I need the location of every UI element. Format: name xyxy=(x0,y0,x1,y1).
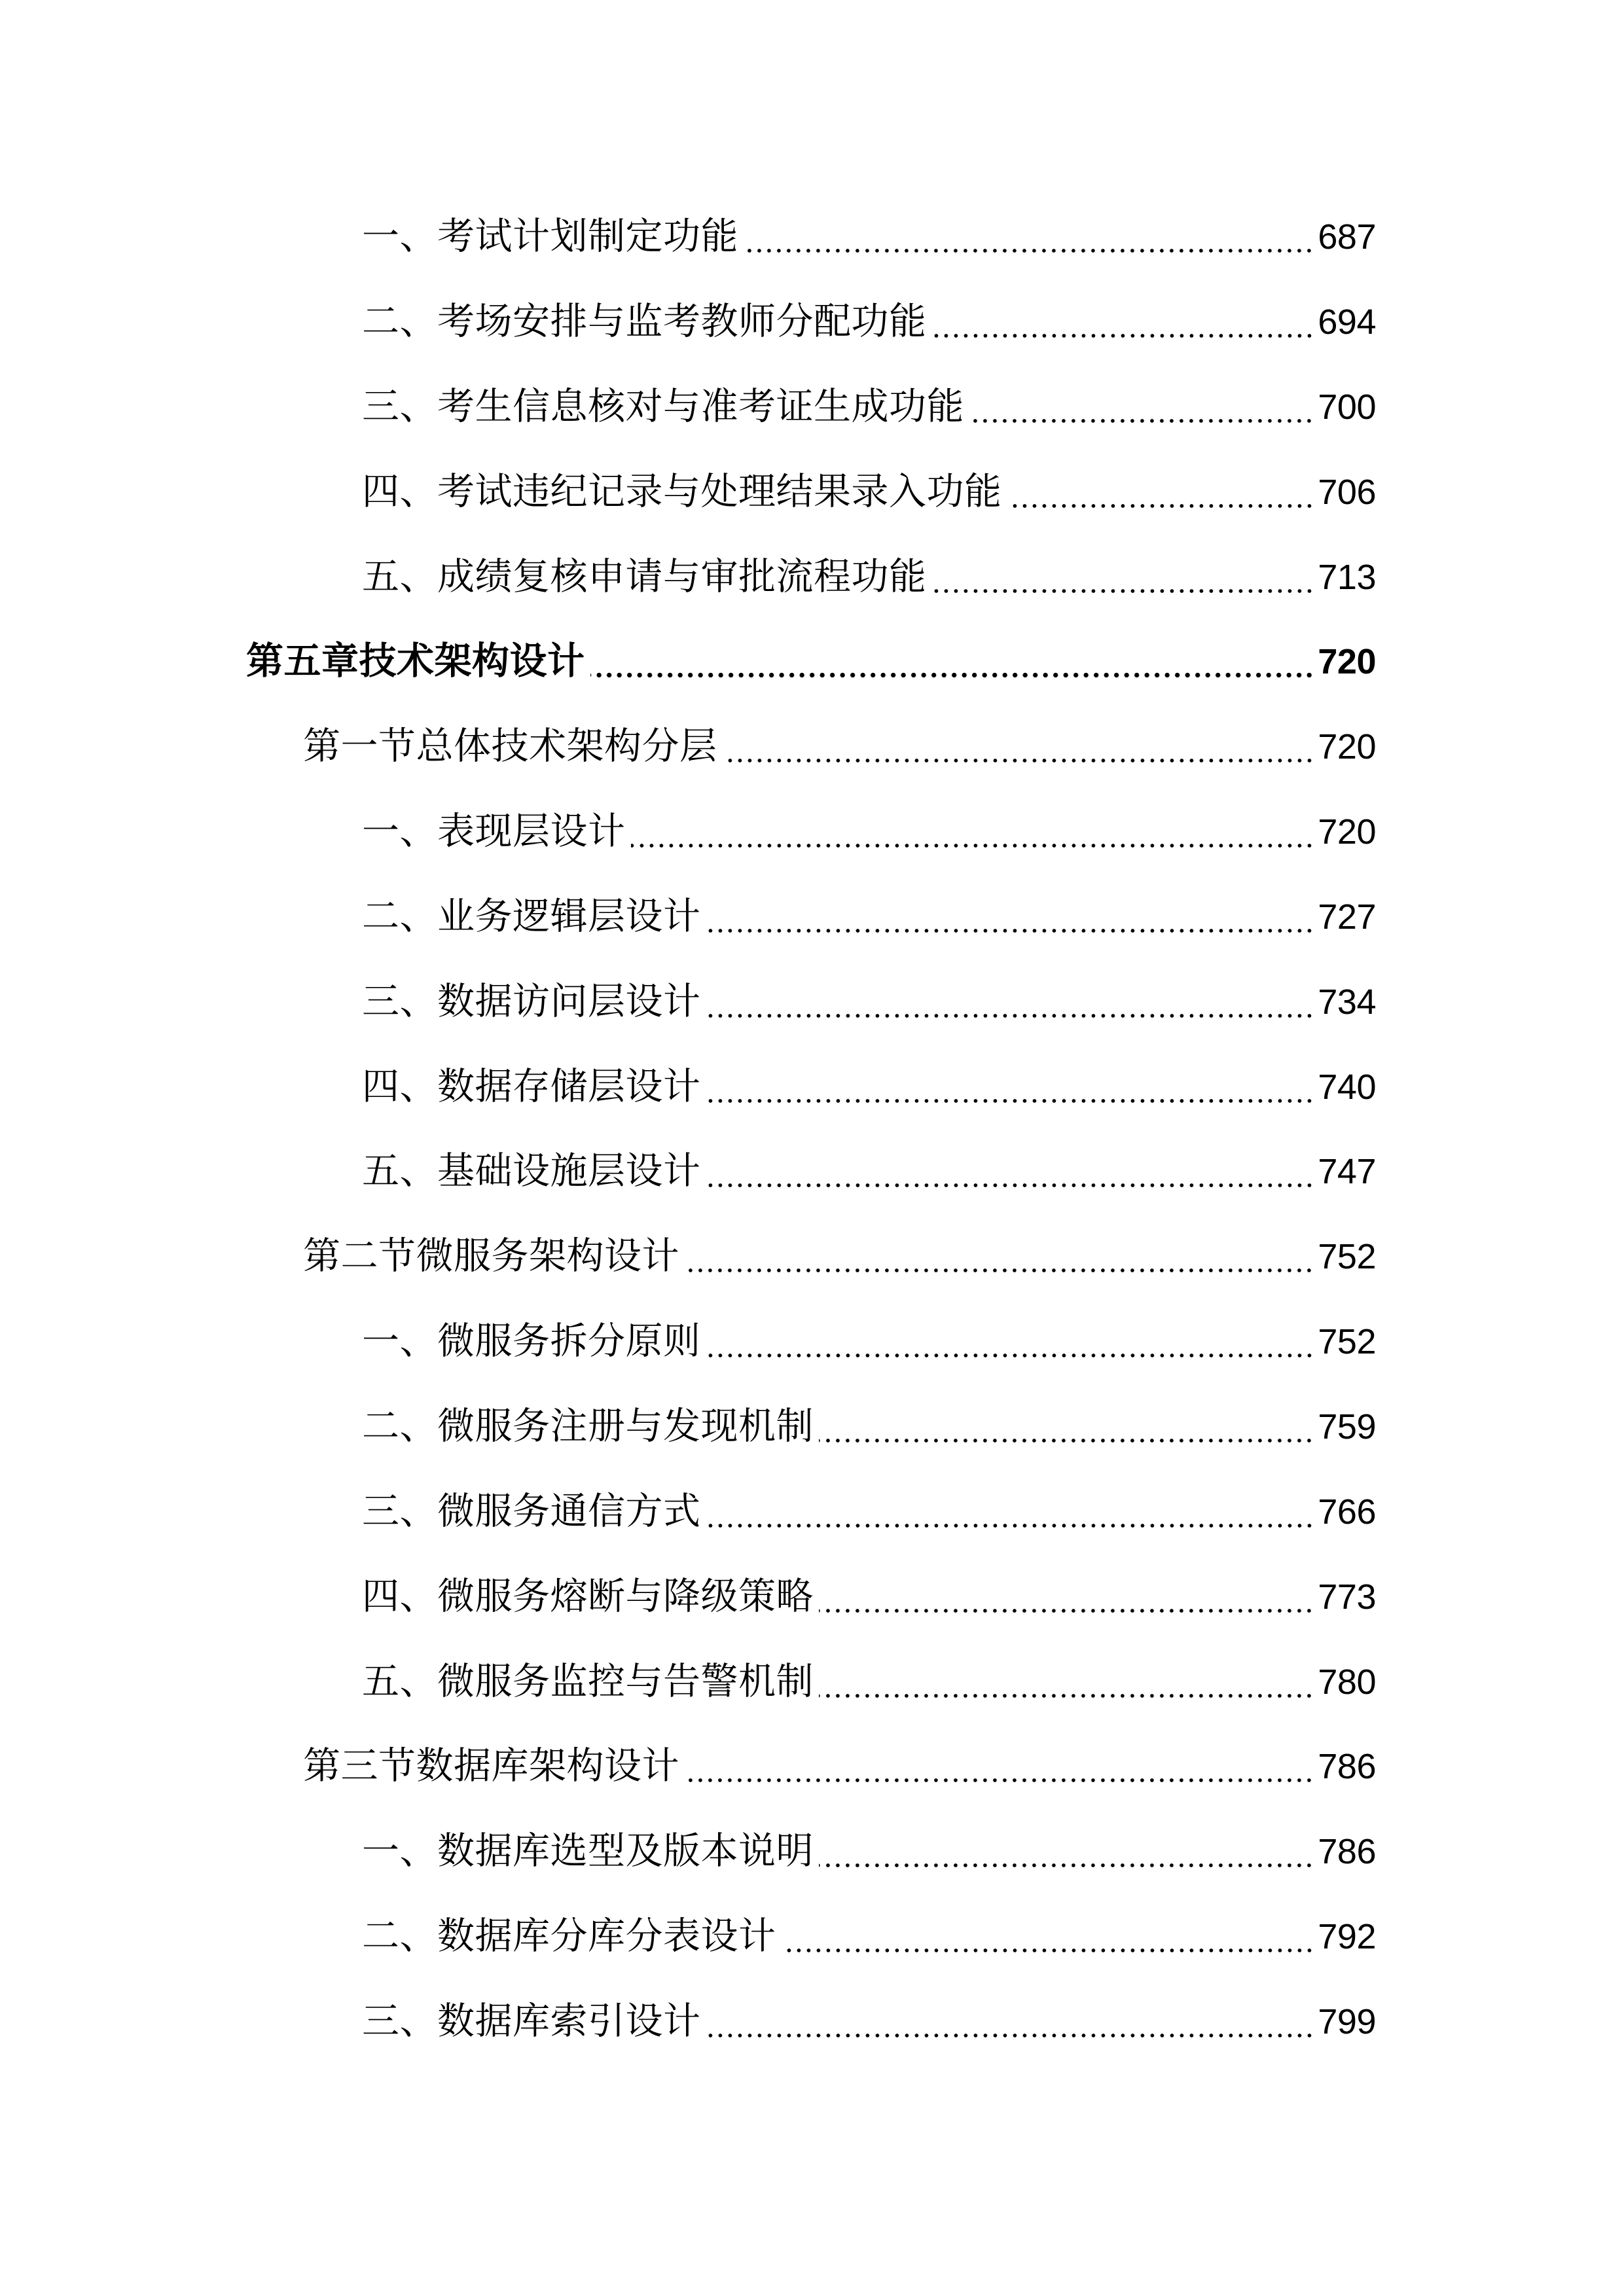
toc-entry-page-number: 720 xyxy=(1318,727,1376,766)
toc-entry-page-number: 752 xyxy=(1318,1322,1376,1361)
toc-entry[interactable] xyxy=(362,1829,1376,1874)
toc-entry-page-number: 780 xyxy=(1318,1662,1376,1702)
toc-entry-page-number: 694 xyxy=(1318,302,1376,342)
toc-entry-title: 第二节微服务架构设计 xyxy=(303,1236,679,1277)
toc-entry-title: 五、微服务监控与告警机制 xyxy=(362,1661,814,1702)
dot-leader xyxy=(819,1574,1314,1620)
toc-entry[interactable] xyxy=(362,809,1376,855)
dot-leader xyxy=(1007,469,1314,515)
dot-leader xyxy=(706,1064,1314,1110)
toc-entry-title: 五、基础设施层设计 xyxy=(362,1151,701,1192)
toc-entry-title: 四、考试违纪记录与处理结果录入功能 xyxy=(362,471,1002,512)
toc-entry-title: 三、考生信息核对与准考证生成功能 xyxy=(362,386,964,427)
toc-entry-page-number: 720 xyxy=(1318,642,1376,681)
dot-leader xyxy=(685,1234,1314,1280)
dot-leader xyxy=(590,639,1314,685)
dot-leader xyxy=(969,384,1314,430)
toc-entry-page-number: 752 xyxy=(1318,1237,1376,1276)
dot-leader xyxy=(819,1404,1314,1450)
toc-entry-page-number: 734 xyxy=(1318,982,1376,1022)
toc-entry[interactable] xyxy=(362,1149,1376,1194)
toc-entry-title: 一、微服务拆分原则 xyxy=(362,1321,701,1362)
toc-entry[interactable] xyxy=(362,1574,1376,1620)
toc-entry[interactable] xyxy=(362,1999,1376,2045)
dot-leader xyxy=(819,1829,1314,1874)
toc-entry[interactable] xyxy=(362,554,1376,600)
toc-entry[interactable] xyxy=(362,979,1376,1025)
toc-entry-page-number: 713 xyxy=(1318,558,1376,597)
dot-leader xyxy=(706,1489,1314,1535)
toc-entry[interactable] xyxy=(362,1489,1376,1535)
toc-entry-page-number: 687 xyxy=(1318,217,1376,257)
toc-entry-title: 三、微服务通信方式 xyxy=(362,1491,701,1532)
dot-leader xyxy=(631,809,1314,855)
toc-entry[interactable] xyxy=(362,1064,1376,1110)
toc-entry[interactable] xyxy=(362,1914,1376,1960)
toc-entry-page-number: 786 xyxy=(1318,1747,1376,1786)
toc-entry-page-number: 786 xyxy=(1318,1832,1376,1871)
dot-leader xyxy=(706,1319,1314,1365)
toc-entry-title: 四、数据存储层设计 xyxy=(362,1066,701,1107)
dot-leader xyxy=(706,1999,1314,2045)
toc-entry-title: 二、业务逻辑层设计 xyxy=(362,896,701,937)
toc-entry-page-number: 720 xyxy=(1318,812,1376,852)
toc-entry-title: 一、表现层设计 xyxy=(362,811,626,852)
toc-entry-page-number: 773 xyxy=(1318,1577,1376,1617)
dot-leader xyxy=(932,554,1314,600)
dot-leader xyxy=(706,1149,1314,1194)
dot-leader xyxy=(782,1914,1314,1960)
toc-entry-page-number: 792 xyxy=(1318,1917,1376,1956)
toc-entry-page-number: 759 xyxy=(1318,1407,1376,1446)
toc-entry-title: 一、数据库选型及版本说明 xyxy=(362,1831,814,1872)
toc-entry-title: 第一节总体技术架构分层 xyxy=(303,726,717,767)
toc-entry[interactable] xyxy=(362,384,1376,430)
toc-entry[interactable] xyxy=(362,1404,1376,1450)
toc-entry-page-number: 740 xyxy=(1318,1067,1376,1107)
toc-entry-title: 一、考试计划制定功能 xyxy=(362,216,738,257)
toc-entry-title: 二、数据库分库分表设计 xyxy=(362,1916,776,1957)
toc-entry-title: 二、考场安排与监考教师分配功能 xyxy=(362,301,927,342)
toc-entry[interactable] xyxy=(362,299,1376,345)
toc-entry[interactable] xyxy=(362,1659,1376,1705)
dot-leader xyxy=(685,1744,1314,1789)
dot-leader xyxy=(706,979,1314,1025)
toc-entry-title: 三、数据库索引设计 xyxy=(362,2001,701,2042)
toc-chapter-entry[interactable] xyxy=(246,639,1376,685)
dot-leader xyxy=(744,214,1314,260)
toc-entry[interactable] xyxy=(362,469,1376,515)
toc-section-entry[interactable] xyxy=(303,724,1376,770)
toc-entry[interactable] xyxy=(362,894,1376,940)
toc-entry-title: 三、数据访问层设计 xyxy=(362,981,701,1022)
toc-entry-title: 第三节数据库架构设计 xyxy=(303,1746,679,1787)
toc-entry-title: 四、微服务熔断与降级策略 xyxy=(362,1576,814,1617)
dot-leader xyxy=(723,724,1314,770)
toc-entry-title: 二、微服务注册与发现机制 xyxy=(362,1406,814,1447)
toc-entry-page-number: 706 xyxy=(1318,473,1376,512)
toc-entry[interactable] xyxy=(362,214,1376,260)
toc-entry-title: 第五章技术架构设计 xyxy=(246,641,585,682)
dot-leader xyxy=(819,1659,1314,1705)
dot-leader xyxy=(706,894,1314,940)
toc-entry[interactable] xyxy=(362,1319,1376,1365)
toc-entry-page-number: 766 xyxy=(1318,1492,1376,1532)
toc-entry-page-number: 727 xyxy=(1318,897,1376,937)
toc-section-entry[interactable] xyxy=(303,1234,1376,1280)
toc-entry-page-number: 700 xyxy=(1318,387,1376,427)
dot-leader xyxy=(932,299,1314,345)
toc-section-entry[interactable] xyxy=(303,1744,1376,1789)
toc-entry-page-number: 747 xyxy=(1318,1152,1376,1191)
toc-entry-page-number: 799 xyxy=(1318,2002,1376,2041)
toc-entry-title: 五、成绩复核申请与审批流程功能 xyxy=(362,556,927,598)
